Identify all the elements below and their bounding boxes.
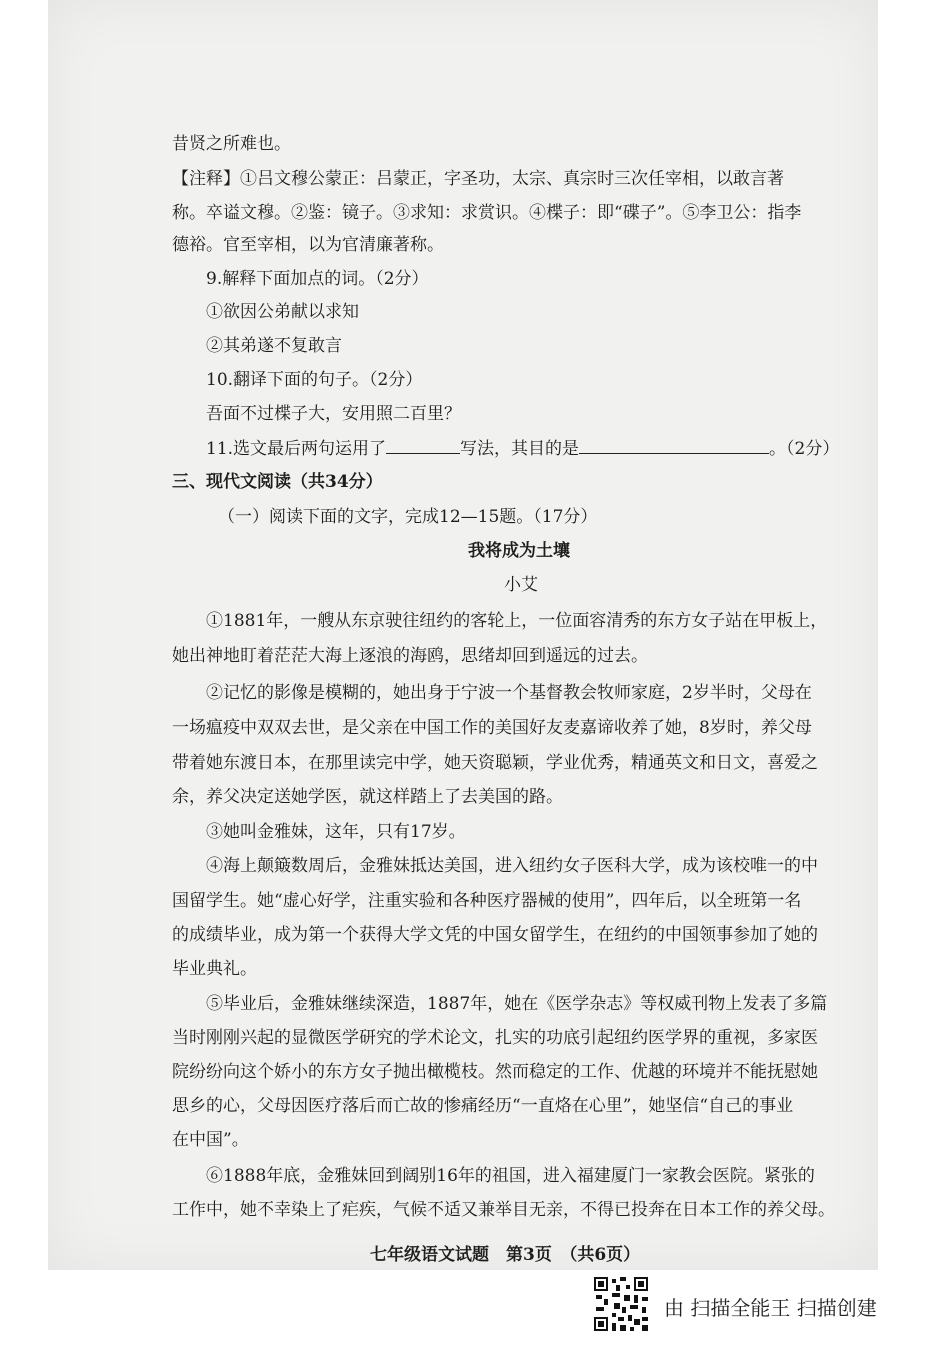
article-line: 她出神地盯着茫茫大海上逐浪的海鸥，思绪却回到遥远的过去。 <box>172 646 648 666</box>
text-line: 昔贤之所难也。 <box>172 134 291 154</box>
article-line: 毕业典礼。 <box>172 959 257 979</box>
article-line: ⑥1888年底，金雅妹回到阔别16年的祖国，进入福建厦门一家教会医院。紧张的 <box>206 1166 815 1186</box>
question-10-sentence: 吾面不过楪子大，安用照二百里？ <box>206 404 461 424</box>
article-line: 余，养父决定送她学医，就这样踏上了去美国的路。 <box>172 787 563 807</box>
note-line: 【注释】①吕文穆公蒙正：吕蒙正，字圣功，太宗、真宗时三次任宰相，以敢言著 <box>172 169 784 189</box>
article-line: ①1881年，一艘从东京驶往纽约的客轮上，一位面容清秀的东方女子站在甲板上， <box>206 611 828 631</box>
question-11-prefix: 11.选文最后两句运用了 <box>206 439 387 459</box>
answer-blank[interactable] <box>579 439 769 454</box>
article-line: ⑤毕业后，金雅妹继续深造，1887年，她在《医学杂志》等权威刊物上发表了多篇 <box>206 994 828 1014</box>
article-line: 在中国”。 <box>172 1130 249 1150</box>
article-line: 工作中，她不幸染上了疟疾，气候不适又兼举目无亲，不得已投奔在日本工作的养父母。 <box>172 1200 835 1220</box>
article-line: 的成绩毕业，成为第一个获得大学文凭的中国女留学生，在纽约的中国领事参加了她的 <box>172 925 818 945</box>
question-11 <box>206 438 839 460</box>
question-9-item-1: ①欲因公弟献以求知 <box>206 302 359 322</box>
answer-blank[interactable] <box>386 439 460 454</box>
article-line: 带着她东渡日本，在那里读完中学，她天资聪颖，学业优秀，精通英文和日文，喜爱之 <box>172 753 818 773</box>
question-9: 9.解释下面加点的词。（2分） <box>206 269 429 289</box>
article-line: 国留学生。她“虚心好学，注重实验和各种医疗器械的使用”，四年后，以全班第一名 <box>172 891 802 911</box>
question-11-middle: 写法，其目的是 <box>460 439 580 459</box>
article-line: ②记忆的影像是模糊的，她出身于宁波一个基督教会牧师家庭，2岁半时，父母在 <box>206 683 812 703</box>
article-title: 我将成为土壤 <box>468 541 570 561</box>
question-11-suffix: 。（2分） <box>769 439 840 459</box>
note-line: 德裕。官至宰相，以为官清廉著称。 <box>172 235 444 255</box>
article-line: 当时刚刚兴起的显微医学研究的学术论文，扎实的功底引起纽约医学界的重视，多家医 <box>172 1028 818 1048</box>
article-line: ③她叫金雅妹，这年，只有17岁。 <box>206 822 466 842</box>
article-line: 一场瘟疫中双双去世，是父亲在中国工作的美国好友麦嘉谛收养了她，8岁时，养父母 <box>172 718 812 738</box>
question-10: 10.翻译下面的句子。（2分） <box>206 370 423 390</box>
article-line: ④海上颠簸数周后，金雅妹抵达美国，进入纽约女子医科大学，成为该校唯一的中 <box>206 856 818 876</box>
note-line: 称。卒谥文穆。②鉴：镜子。③求知：求赏识。④楪子：即“碟子”。⑤李卫公：指李 <box>172 203 802 223</box>
qr-code-icon <box>592 1275 650 1333</box>
section-heading: 三、现代文阅读（共34分） <box>172 472 383 492</box>
question-9-item-2: ②其弟遂不复敢言 <box>206 336 342 356</box>
article-line: 思乡的心，父母因医疗落后而亡故的惨痛经历“一直烙在心里”，她坚信“自己的事业 <box>172 1096 794 1116</box>
subsection-heading: （一）阅读下面的文字，完成12—15题。（17分） <box>218 507 598 527</box>
page-footer: 七年级语文试题 第3页 （共6页） <box>370 1245 641 1265</box>
article-author: 小艾 <box>504 575 538 595</box>
scanner-watermark: 由 扫描全能王 扫描创建 <box>664 1296 877 1320</box>
article-line: 院纷纷向这个娇小的东方女子抛出橄榄枝。然而稳定的工作、优越的环境并不能抚慰她 <box>172 1062 818 1082</box>
